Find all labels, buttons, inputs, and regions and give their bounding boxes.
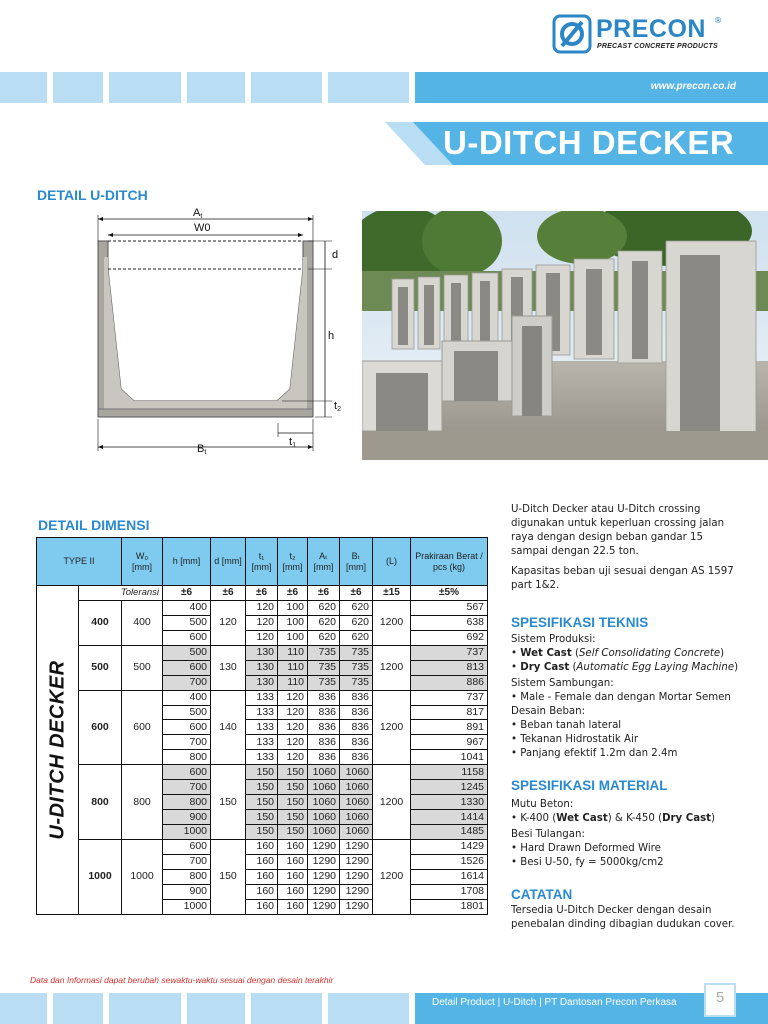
at-cell: 735	[308, 645, 340, 660]
col-d: d [mm]	[211, 538, 246, 586]
w0-cell: 800	[122, 765, 163, 840]
band-block	[109, 993, 181, 1024]
t1-cell: 120	[246, 600, 278, 615]
t1-cell: 133	[246, 720, 278, 735]
precon-logo	[552, 14, 732, 56]
weight-cell: 567	[411, 600, 488, 615]
at-cell: 1060	[308, 825, 340, 840]
bt-cell: 836	[340, 750, 373, 765]
at-cell: 735	[308, 675, 340, 690]
bt-cell: 1060	[340, 810, 373, 825]
weight-cell: 638	[411, 615, 488, 630]
weight-cell: 967	[411, 735, 488, 750]
t2-cell: 120	[278, 750, 308, 765]
bt-cell: 836	[340, 720, 373, 735]
type-cell: 600	[79, 690, 122, 765]
h-cell: 800	[163, 750, 211, 765]
page-title: U-DITCH DECKER	[443, 124, 735, 161]
t2-cell: 160	[278, 899, 308, 914]
sistem-produksi-label: Sistem Produksi:	[511, 634, 596, 645]
at-cell: 1290	[308, 869, 340, 884]
h-cell: 600	[163, 765, 211, 780]
product-description	[511, 503, 743, 593]
t2-cell: 100	[278, 600, 308, 615]
h-cell: 600	[163, 660, 211, 675]
bt-cell: 1060	[340, 795, 373, 810]
weight-cell: 1614	[411, 869, 488, 884]
weight-cell: 1485	[411, 825, 488, 840]
h-cell: 500	[163, 615, 211, 630]
h-cell: 900	[163, 810, 211, 825]
website-link[interactable]: www.precon.co.id	[650, 81, 736, 92]
bt-cell: 735	[340, 660, 373, 675]
tolerance-d: ±6	[211, 586, 246, 601]
bt-cell: 1290	[340, 854, 373, 869]
dimension-table	[36, 537, 488, 915]
tolerance-row	[37, 586, 488, 601]
h-cell: 700	[163, 675, 211, 690]
type-cell: 1000	[79, 839, 122, 914]
tolerance-weight: ±5%	[411, 586, 488, 601]
h-cell: 600	[163, 839, 211, 854]
col-t2: t₂ [mm]	[278, 538, 308, 586]
weight-cell: 813	[411, 660, 488, 675]
t1-cell: 130	[246, 675, 278, 690]
band-block	[0, 993, 47, 1024]
tolerance-label: Toleransi	[79, 586, 163, 601]
weight-cell: 1429	[411, 839, 488, 854]
weight-cell: 886	[411, 675, 488, 690]
bt-cell: 735	[340, 675, 373, 690]
band-block	[109, 72, 181, 103]
description-capacity: Kapasitas beban uji sesuai dengan AS 1597 part 1&2.	[511, 566, 734, 591]
t2-cell: 100	[278, 615, 308, 630]
w0-cell: 600	[122, 690, 163, 765]
mutu-beton-item: • K-400 (Wet Cast) & K-450 (Dry Cast)	[511, 812, 743, 826]
band-block	[328, 72, 409, 103]
type-cell: 400	[79, 600, 122, 645]
col-bt: Bₜ [mm]	[340, 538, 373, 586]
weight-cell: 1526	[411, 854, 488, 869]
band-block	[0, 72, 47, 103]
weight-cell: 1041	[411, 750, 488, 765]
t2-cell: 150	[278, 825, 308, 840]
beban-item: • Tekanan Hidrostatik Air	[511, 733, 743, 747]
tolerance-t2: ±6	[278, 586, 308, 601]
t1-cell: 130	[246, 645, 278, 660]
tolerance-at: ±6	[308, 586, 340, 601]
h-cell: 800	[163, 795, 211, 810]
t1-cell: 160	[246, 854, 278, 869]
t2-cell: 150	[278, 765, 308, 780]
description-paragraph: U-Ditch Decker atau U-Ditch crossing digunakan untuk keperluan crossing jalan raya dengan design beban gandar 15 sampai dengan 22.5 ton.	[511, 504, 725, 557]
wet-cast-item: • Wet Cast (Self Consolidating Concrete)	[511, 647, 743, 661]
bt-cell: 1060	[340, 765, 373, 780]
band-block	[328, 993, 409, 1024]
catatan-text: Tersedia U-Ditch Decker dengan desain penebalan dinding dibagian dudukan cover.	[511, 905, 735, 930]
table-header-row	[37, 538, 488, 586]
t2-cell: 110	[278, 645, 308, 660]
bt-cell: 1290	[340, 839, 373, 854]
registered-mark: ®	[714, 16, 722, 25]
precon-logo-icon	[552, 14, 592, 54]
type-cell: 500	[79, 645, 122, 690]
besi-item: • Besi U-50, fy = 5000kg/cm2	[511, 856, 743, 870]
spesifikasi-teknis-heading: SPESIFIKASI TEKNIS	[511, 615, 649, 630]
length-cell: 1200	[373, 765, 411, 840]
table-row	[37, 839, 488, 854]
t1-cell: 160	[246, 884, 278, 899]
bt-cell: 836	[340, 690, 373, 705]
d-cell: 120	[211, 600, 246, 645]
label-t1: t1	[289, 436, 296, 449]
t1-cell: 150	[246, 780, 278, 795]
t2-cell: 120	[278, 735, 308, 750]
bt-cell: 836	[340, 735, 373, 750]
t2-cell: 160	[278, 884, 308, 899]
t2-cell: 160	[278, 839, 308, 854]
h-cell: 900	[163, 884, 211, 899]
weight-cell: 1708	[411, 884, 488, 899]
t1-cell: 150	[246, 825, 278, 840]
at-cell: 1290	[308, 854, 340, 869]
t2-cell: 110	[278, 675, 308, 690]
brand-tagline: PRECAST CONCRETE PRODUCTS	[597, 43, 718, 50]
t1-cell: 130	[246, 660, 278, 675]
t1-cell: 133	[246, 735, 278, 750]
t1-cell: 120	[246, 630, 278, 645]
label-bt: Bt	[197, 443, 207, 456]
detail-uditch-heading: DETAIL U-DITCH	[37, 187, 148, 203]
t2-cell: 160	[278, 869, 308, 884]
spesifikasi-material	[511, 798, 743, 870]
weight-cell: 1158	[411, 765, 488, 780]
h-cell: 400	[163, 690, 211, 705]
tolerance-bt: ±6	[340, 586, 373, 601]
sambungan-item: • Male - Female dan dengan Mortar Semen	[511, 691, 743, 705]
band-block	[53, 72, 103, 103]
at-cell: 836	[308, 750, 340, 765]
disclaimer-text: Data dan Informasi dapat berubah sewaktu-waktu sesuai dengan desain terakhir	[30, 975, 334, 985]
d-cell: 130	[211, 645, 246, 690]
at-cell: 620	[308, 630, 340, 645]
col-w0: W₀ [mm]	[122, 538, 163, 586]
t2-cell: 160	[278, 854, 308, 869]
label-at: At	[193, 207, 203, 220]
bt-cell: 620	[340, 600, 373, 615]
band-block	[53, 993, 103, 1024]
w0-cell: 500	[122, 645, 163, 690]
header-band	[0, 72, 768, 103]
dimension-table-wrapper	[36, 537, 487, 915]
label-t2: t2	[334, 400, 341, 413]
t2-cell: 120	[278, 720, 308, 735]
t1-cell: 150	[246, 810, 278, 825]
label-h: h	[328, 330, 335, 342]
h-cell: 700	[163, 854, 211, 869]
beban-item: • Beban tanah lateral	[511, 719, 743, 733]
h-cell: 500	[163, 645, 211, 660]
at-cell: 620	[308, 615, 340, 630]
t1-cell: 133	[246, 705, 278, 720]
label-w0: W0	[194, 222, 211, 234]
h-cell: 700	[163, 735, 211, 750]
spesifikasi-material-heading: SPESIFIKASI MATERIAL	[511, 778, 668, 793]
at-cell: 735	[308, 660, 340, 675]
col-l: (L)	[373, 538, 411, 586]
at-cell: 1060	[308, 780, 340, 795]
col-h: h [mm]	[163, 538, 211, 586]
t2-cell: 150	[278, 810, 308, 825]
w0-cell: 1000	[122, 839, 163, 914]
type-cell: 800	[79, 765, 122, 840]
weight-cell: 1245	[411, 780, 488, 795]
title-banner	[385, 122, 768, 165]
at-cell: 1290	[308, 899, 340, 914]
at-cell: 1060	[308, 810, 340, 825]
besi-tulangan-label: Besi Tulangan:	[511, 829, 585, 840]
bt-cell: 1060	[340, 780, 373, 795]
tolerance-h: ±6	[163, 586, 211, 601]
d-cell: 150	[211, 765, 246, 840]
length-cell: 1200	[373, 839, 411, 914]
brand-name: PRECON	[596, 15, 706, 43]
uditch-cross-section-diagram	[82, 205, 358, 465]
side-label-cell	[37, 586, 79, 915]
weight-cell: 737	[411, 690, 488, 705]
band-block	[187, 993, 245, 1024]
bt-cell: 735	[340, 645, 373, 660]
h-cell: 800	[163, 869, 211, 884]
side-label: U-DITCH DECKER	[46, 660, 68, 840]
t1-cell: 160	[246, 839, 278, 854]
beban-item: • Panjang efektif 1.2m dan 2.4m	[511, 747, 743, 761]
weight-cell: 737	[411, 645, 488, 660]
t2-cell: 120	[278, 690, 308, 705]
t1-cell: 133	[246, 690, 278, 705]
length-cell: 1200	[373, 600, 411, 645]
d-cell: 150	[211, 839, 246, 914]
h-cell: 1000	[163, 899, 211, 914]
col-t1: t₁ [mm]	[246, 538, 278, 586]
t2-cell: 150	[278, 795, 308, 810]
h-cell: 500	[163, 705, 211, 720]
label-d: d	[332, 249, 339, 261]
product-photo	[362, 211, 768, 460]
h-cell: 1000	[163, 825, 211, 840]
dry-cast-item: • Dry Cast (Automatic Egg Laying Machine)	[511, 661, 743, 675]
at-cell: 1060	[308, 795, 340, 810]
table-row	[37, 600, 488, 615]
table-body	[37, 586, 488, 915]
bt-cell: 1290	[340, 869, 373, 884]
footer-band	[0, 993, 768, 1024]
bt-cell: 1060	[340, 825, 373, 840]
t2-cell: 110	[278, 660, 308, 675]
t1-cell: 160	[246, 899, 278, 914]
table-row	[37, 645, 488, 660]
t2-cell: 120	[278, 705, 308, 720]
bt-cell: 620	[340, 630, 373, 645]
at-cell: 620	[308, 600, 340, 615]
bt-cell: 1290	[340, 899, 373, 914]
at-cell: 836	[308, 690, 340, 705]
bt-cell: 620	[340, 615, 373, 630]
col-weight: Prakiraan Berat / pcs (kg)	[411, 538, 488, 586]
h-cell: 400	[163, 600, 211, 615]
page-number-box	[704, 983, 736, 1017]
col-at: Aₜ [mm]	[308, 538, 340, 586]
at-cell: 1060	[308, 765, 340, 780]
catatan-heading: CATATAN	[511, 887, 573, 902]
h-cell: 700	[163, 780, 211, 795]
weight-cell: 891	[411, 720, 488, 735]
t1-cell: 133	[246, 750, 278, 765]
weight-cell: 692	[411, 630, 488, 645]
t2-cell: 100	[278, 630, 308, 645]
band-block	[251, 993, 322, 1024]
w0-cell: 400	[122, 600, 163, 645]
besi-item: • Hard Drawn Deformed Wire	[511, 842, 743, 856]
col-type: TYPE II	[37, 538, 122, 586]
at-cell: 836	[308, 720, 340, 735]
spesifikasi-teknis	[511, 633, 743, 761]
table-row	[37, 690, 488, 705]
length-cell: 1200	[373, 645, 411, 690]
band-block	[251, 72, 322, 103]
t2-cell: 150	[278, 780, 308, 795]
at-cell: 836	[308, 735, 340, 750]
t1-cell: 150	[246, 795, 278, 810]
h-cell: 600	[163, 720, 211, 735]
weight-cell: 1414	[411, 810, 488, 825]
table-row	[37, 765, 488, 780]
h-cell: 600	[163, 630, 211, 645]
t1-cell: 120	[246, 615, 278, 630]
at-cell: 836	[308, 705, 340, 720]
at-cell: 1290	[308, 884, 340, 899]
footer-text: Detail Product | U-Ditch | PT Dantosan Precon Perkasa	[432, 997, 677, 1008]
tolerance-t1: ±6	[246, 586, 278, 601]
beban-label: Desain Beban:	[511, 706, 586, 717]
sambungan-label: Sistem Sambungan:	[511, 678, 614, 689]
detail-dimensi-heading: DETAIL DIMENSI	[38, 517, 150, 533]
page-number: 5	[715, 989, 725, 1006]
at-cell: 1290	[308, 839, 340, 854]
mutu-beton-label: Mutu Beton:	[511, 799, 574, 810]
bt-cell: 836	[340, 705, 373, 720]
weight-cell: 1330	[411, 795, 488, 810]
length-cell: 1200	[373, 690, 411, 765]
bt-cell: 1290	[340, 884, 373, 899]
d-cell: 140	[211, 690, 246, 765]
tolerance-l: ±15	[373, 586, 411, 601]
weight-cell: 817	[411, 705, 488, 720]
band-block	[187, 72, 245, 103]
t1-cell: 160	[246, 869, 278, 884]
t1-cell: 150	[246, 765, 278, 780]
weight-cell: 1801	[411, 899, 488, 914]
